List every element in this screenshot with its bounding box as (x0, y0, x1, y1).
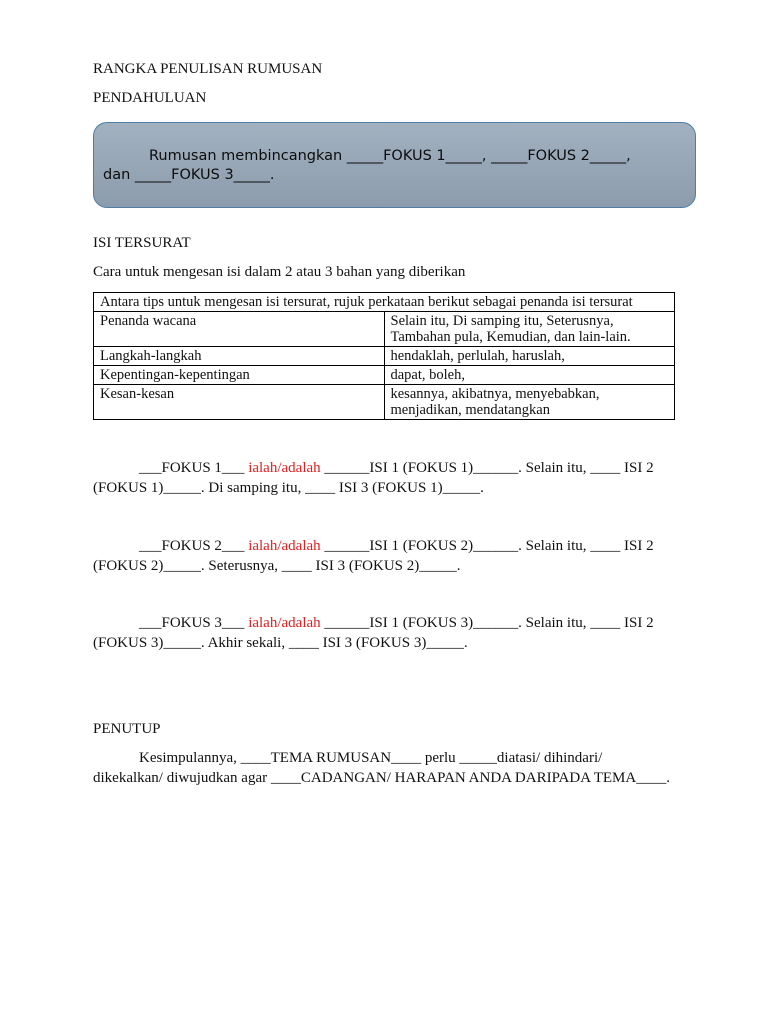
paragraph-points: ______ISI 1 (FOKUS 3)______. Selain itu, ____ ISI 2 (FOKUS 3)_____. Akhir sekali, ____ ISI 3 (FOKUS 3)_____. (93, 615, 654, 651)
table-row-label: Kepentingan-kepentingan (94, 366, 385, 385)
table-header-row (94, 293, 675, 312)
penutup-text: Kesimpulannya, ____TEMA RUMUSAN____ perlu _____diatasi/ dihindari/ dikekalkan/ diwujudkan agar ____CADANGAN/ HARAPAN ANDA DARIPADA TEMA____. (93, 750, 670, 786)
table-row-value: dapat, boleh, (384, 366, 675, 385)
paragraph-focus-lead: ___FOKUS 3___ (139, 615, 249, 631)
isi-paragraph-fokus-3 (93, 613, 671, 653)
pendahuluan-heading: PENDAHULUAN (93, 90, 207, 106)
table-header-cell: Antara tips untuk mengesan isi tersurat, rujuk perkataan berikut sebagai penanda isi tersurat (94, 293, 675, 312)
callout-line-2: dan _____FOKUS 3_____. (103, 167, 275, 183)
table-row-label: Penanda wacana (94, 312, 385, 347)
penutup-heading: PENUTUP (93, 721, 161, 737)
paragraph-points: ______ISI 1 (FOKUS 1)______. Selain itu, ____ ISI 2 (FOKUS 1)_____. Di samping itu, ____ ISI 3 (FOKUS 1)_____. (93, 460, 654, 496)
table-row (94, 347, 675, 366)
table-row-value: hendaklah, perlulah, haruslah, (384, 347, 675, 366)
callout-line-1: Rumusan membincangkan _____FOKUS 1_____, _____FOKUS 2_____, (149, 148, 631, 164)
document-title: RANGKA PENULISAN RUMUSAN (93, 61, 323, 77)
pendahuluan-callout-text (103, 147, 687, 185)
isi-paragraph-fokus-1 (93, 458, 671, 498)
isi-heading: ISI TERSURAT (93, 235, 191, 251)
table-row-label: Kesan-kesan (94, 385, 385, 420)
pendahuluan-callout-box (93, 122, 696, 208)
paragraph-focus-lead: ___FOKUS 2___ (139, 538, 249, 554)
isi-intro: Cara untuk mengesan isi dalam 2 atau 3 bahan yang diberikan (93, 264, 466, 280)
paragraph-connector-highlight: ialah/adalah (248, 615, 321, 631)
paragraph-connector-highlight: ialah/adalah (248, 538, 321, 554)
table-row (94, 385, 675, 420)
table-row-label: Langkah-langkah (94, 347, 385, 366)
paragraph-focus-lead: ___FOKUS 1___ (139, 460, 249, 476)
paragraph-points: ______ISI 1 (FOKUS 2)______. Selain itu, ____ ISI 2 (FOKUS 2)_____. Seterusnya, ____ ISI 3 (FOKUS 2)_____. (93, 538, 654, 574)
table-row (94, 312, 675, 347)
paragraph-connector-highlight: ialah/adalah (248, 460, 321, 476)
table-row-value: kesannya, akibatnya, menyebabkan, menjadikan, mendatangkan (384, 385, 675, 420)
table-row (94, 366, 675, 385)
tips-table (93, 292, 675, 420)
table-row-value: Selain itu, Di samping itu, Seterusnya, Tambahan pula, Kemudian, dan lain-lain. (384, 312, 675, 347)
penutup-paragraph (93, 748, 671, 788)
isi-paragraph-fokus-2 (93, 536, 671, 576)
